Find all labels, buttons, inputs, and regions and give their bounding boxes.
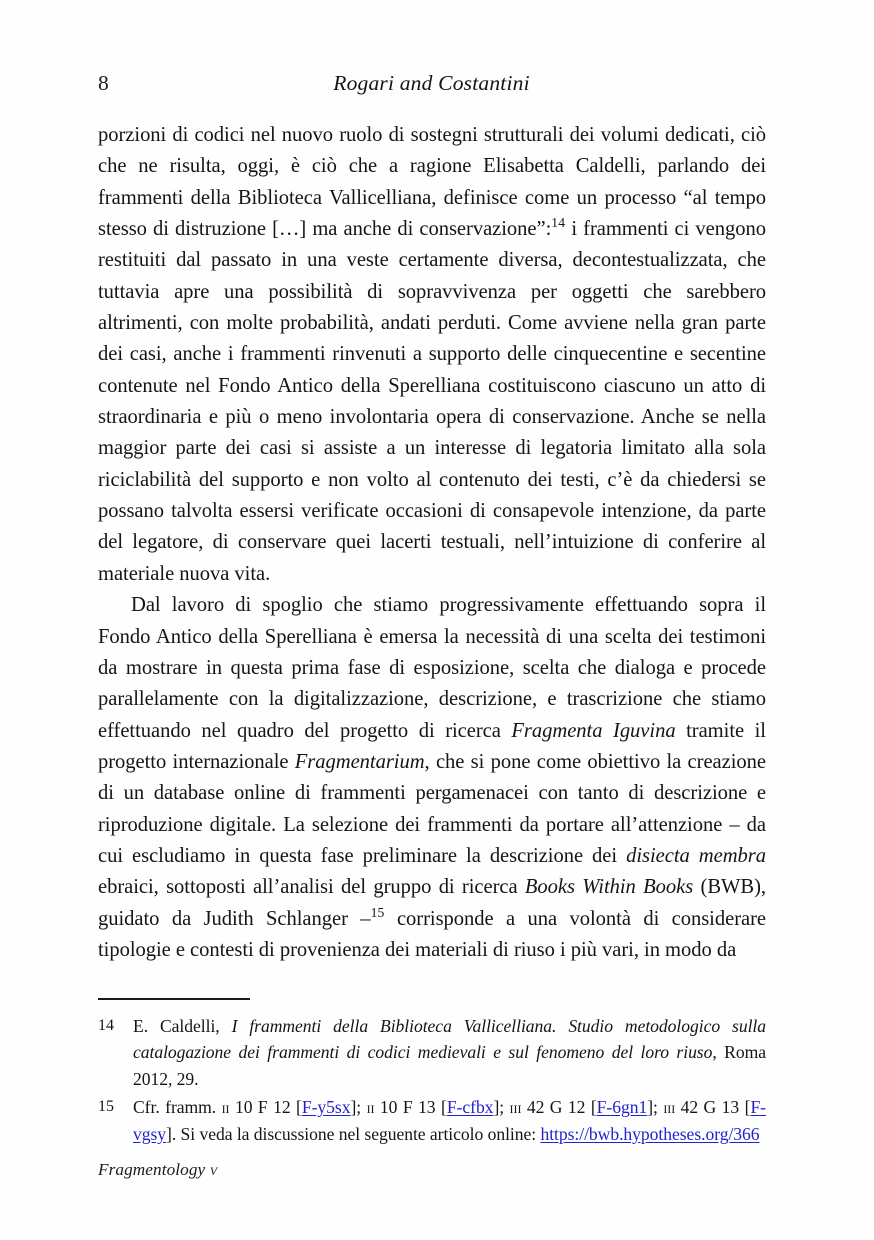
text-run: porzioni di codici nel nuovo ruolo di sostegni strutturali dei volumi dedicati, ciò che ne risulta, oggi, è ciò che a ragione Elisabetta Caldelli, parlando dei frammenti della Biblioteca Vallicelliana, definisce come un processo “al tempo stesso di distruzione […] ma anche di conservazione”: bbox=[98, 124, 766, 241]
italic-title: disiecta membra bbox=[626, 844, 766, 867]
italic-title: Fragmentarium bbox=[294, 750, 425, 773]
body-paragraph bbox=[98, 120, 766, 590]
italic-title: I frammenti della Biblioteca Vallicelliana. Studio metodologico sulla catalogazione dei frammenti di codici medievali e sul fenomeno del loro riuso bbox=[133, 1016, 766, 1063]
footnote-link[interactable]: F-vgsy bbox=[133, 1097, 766, 1144]
text-run: 42 G 13 [ bbox=[675, 1097, 751, 1118]
footnotes-block bbox=[98, 1013, 766, 1149]
italic-title: Books Within Books bbox=[524, 876, 694, 899]
footnote-separator-rule bbox=[98, 998, 250, 1000]
roman-numeral: iii bbox=[509, 1097, 522, 1118]
roman-numeral: ii bbox=[366, 1097, 375, 1118]
text-run: ebraici, sottoposti all’analisi del gruppo di ricerca bbox=[98, 876, 525, 899]
footnote-item bbox=[98, 1094, 766, 1147]
text-run: , Roma 2012, 29. bbox=[133, 1042, 766, 1089]
text-run: i frammenti ci vengono restituiti dal passato in una veste certamente diversa, decontestualizzata, che tuttavia apre una possibilità di sopravvivenza per oggetti che sarebbero altrimenti, con molte probabilità, andati perduti. Come avviene nella gran parte dei casi, anche i frammenti rinvenuti a supporto delle cinquecentine e secentine contenute nel Fondo Antico della Sperelliana costituiscono ciascuno un atto di straordinaria e più o meno involontaria opera di conservazione. Anche se nella maggior parte dei casi si assiste a un interesse di legatoria limitato alla sola riciclabilità del supporto e non volto al contenuto dei testi, c’è da chiedersi se possano talvolta essersi verificate occasioni di consapevole intenzione, da parte del legatore, di conservare quei lacerti testuali, nell’intuizione di conferire al materiale nuova vita. bbox=[98, 218, 766, 585]
text-run: tramite il progetto internazionale bbox=[98, 719, 766, 773]
text-run: , che si pone come obiettivo la creazione di un database online di frammenti pergamenacei con tanto di descrizione e riproduzione digitale. La selezione dei frammenti da portare all’attenzione – da cui escludiamo in questa fase preliminare la descrizione dei bbox=[98, 750, 766, 867]
footnote-link[interactable]: F-6gn1 bbox=[596, 1097, 648, 1118]
text-run: Dal lavoro di spoglio che stiamo progressivamente effettuando sopra il Fondo Antico della Sperelliana è emersa la necessità di una scelta dei testimoni da mostrare in questa prima fase di esposizione, scelta che dialoga e procede parallelamente con la digitalizzazione, descrizione, e trascrizione che stiamo effettuando nel quadro del progetto di ricerca bbox=[98, 594, 766, 742]
text-run: Cfr. framm. bbox=[133, 1097, 222, 1118]
roman-numeral: iii bbox=[663, 1097, 676, 1118]
footnote-item bbox=[98, 1013, 766, 1092]
body-text-block bbox=[98, 120, 766, 966]
text-run: corrisponde a una volontà di considerare tipologie e contesti di provenienza dei materiali di riuso i più vari, in modo da bbox=[98, 907, 766, 961]
text-run: ]. Si veda la discussione nel seguente articolo online: bbox=[166, 1123, 541, 1144]
footnote-number: 15 bbox=[98, 1098, 114, 1116]
footnote-text bbox=[133, 1016, 766, 1089]
page-footer bbox=[98, 1157, 766, 1183]
text-run: ]; bbox=[493, 1097, 510, 1118]
text-run: (BWB), guidato da Judith Schlanger – bbox=[98, 876, 766, 930]
page-number: 8 bbox=[98, 71, 109, 95]
text-run: 10 F 12 [ bbox=[229, 1097, 302, 1118]
footnote-reference[interactable]: 15 bbox=[370, 904, 385, 920]
text-run: ]; bbox=[647, 1097, 664, 1118]
text-run: E. Caldelli, bbox=[133, 1016, 232, 1036]
running-head bbox=[98, 68, 765, 98]
text-run: 42 G 12 [ bbox=[521, 1097, 597, 1118]
footnote-number: 14 bbox=[98, 1017, 114, 1034]
footer-journal-title: Fragmentology bbox=[98, 1160, 206, 1179]
running-head-title: Rogari and Costantini bbox=[333, 71, 530, 95]
italic-title: Fragmenta Iguvina bbox=[511, 719, 676, 742]
text-run: ]; bbox=[350, 1097, 367, 1118]
text-run: 10 F 13 [ bbox=[374, 1097, 447, 1118]
roman-numeral: ii bbox=[221, 1097, 230, 1118]
footnote-link[interactable]: https://bwb.hypotheses.org/366 bbox=[540, 1123, 760, 1144]
footnote-link[interactable]: F-cfbx bbox=[446, 1097, 494, 1118]
footnote-link[interactable]: F-y5sx bbox=[301, 1097, 351, 1118]
footnote-reference[interactable]: 14 bbox=[551, 215, 566, 231]
body-paragraph bbox=[98, 590, 766, 966]
footer-volume: v bbox=[209, 1160, 218, 1179]
footnote-text bbox=[133, 1097, 766, 1143]
